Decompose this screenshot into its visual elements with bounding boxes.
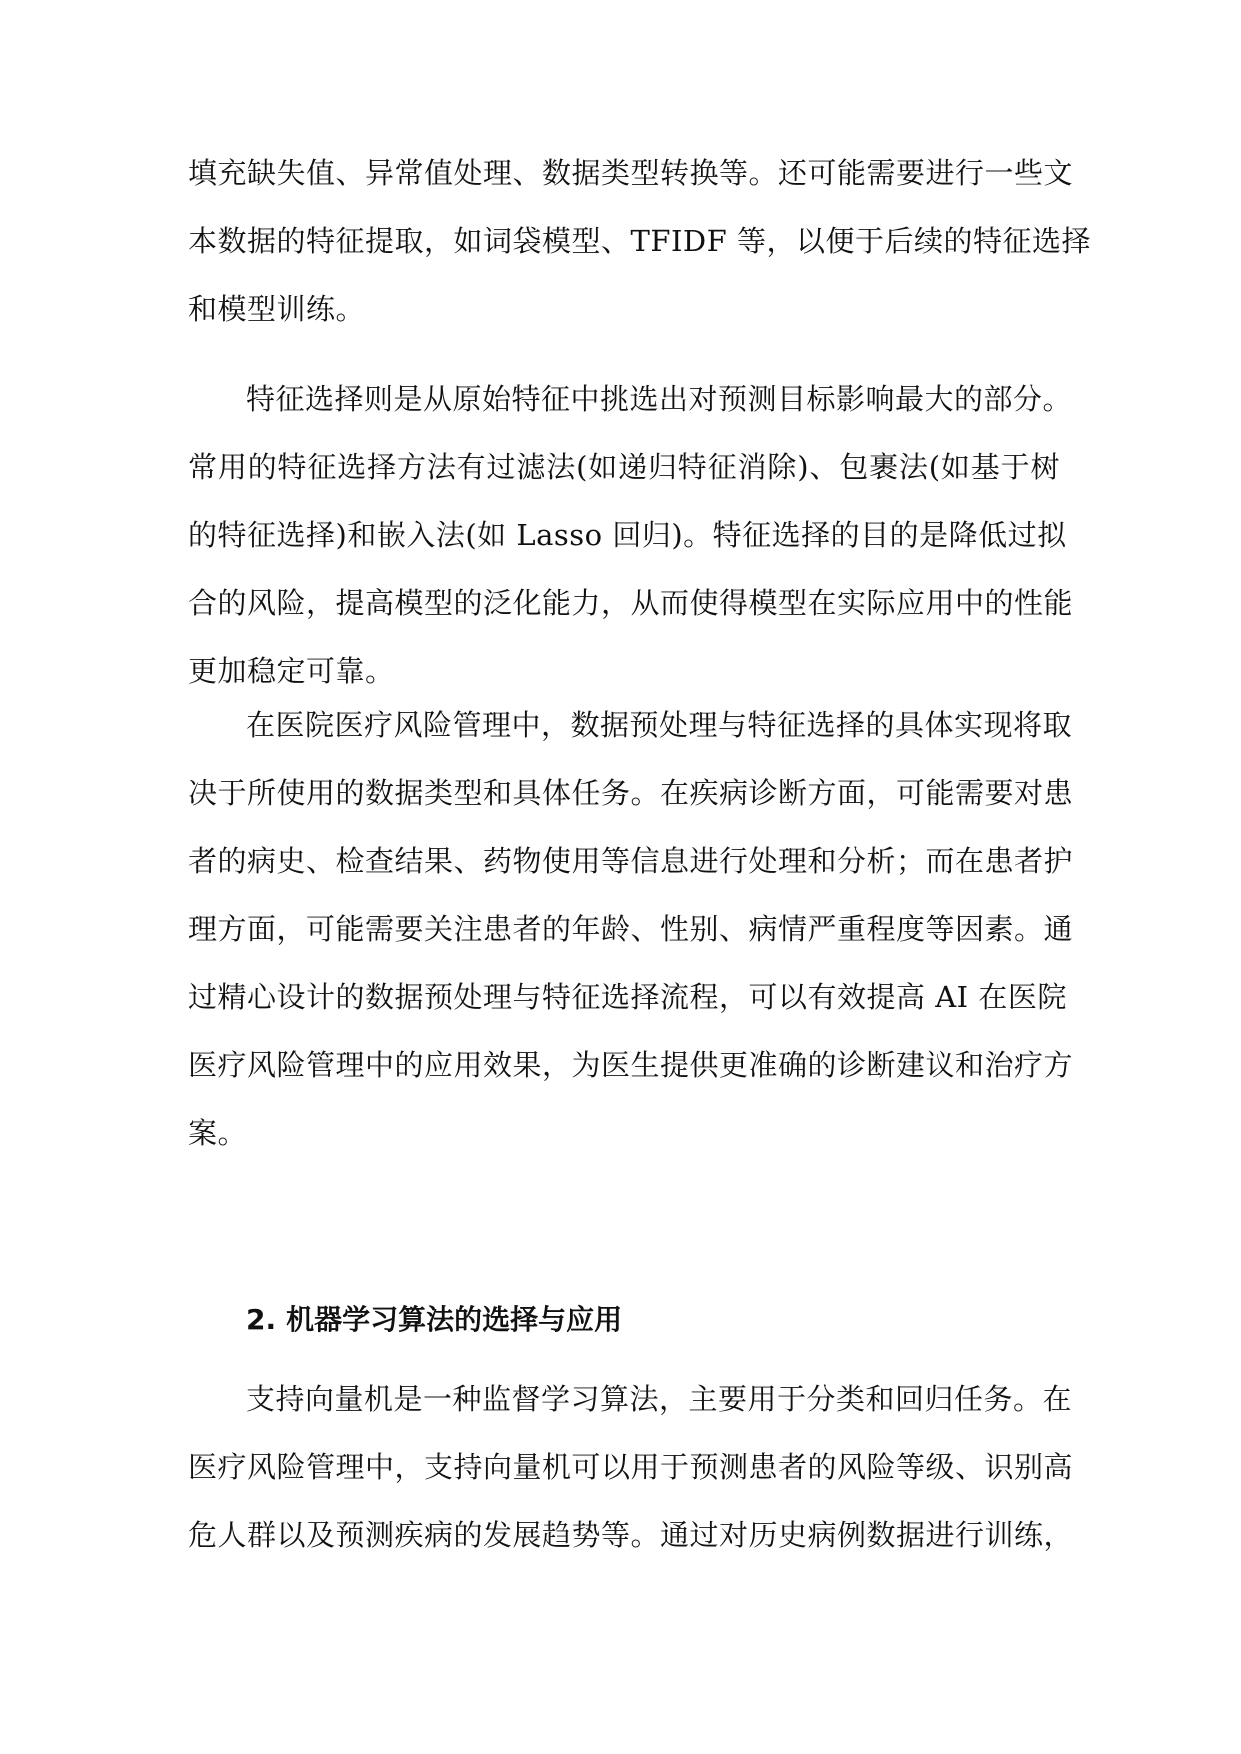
text-line: 支持向量机是一种监督学习算法，主要用于分类和回归任务。在 <box>246 1382 1073 1416</box>
text-line: 的特征选择)和嵌入法(如 Lasso 回归)。特征选择的目的是降低过拟 <box>188 518 1067 552</box>
text-line: 医疗风险管理中，支持向量机可以用于预测患者的风险等级、识别高 <box>188 1450 1074 1484</box>
section-number: 2. <box>246 1303 277 1336</box>
paragraph-hospital-risk-management <box>188 691 1074 1167</box>
section-title: 机器学习算法的选择与应用 <box>286 1303 623 1336</box>
text-line: 危人群以及预测疾病的发展趋势等。通过对历史病例数据进行训练， <box>188 1518 1074 1552</box>
text-line: 案。 <box>188 1116 248 1150</box>
text-line: 过精心设计的数据预处理与特征选择流程，可以有效提高 AI 在医院 <box>188 980 1067 1014</box>
text-line: 和模型训练。 <box>188 292 366 326</box>
text-line: 合的风险，提高模型的泛化能力，从而使得模型在实际应用中的性能 <box>188 586 1074 620</box>
text-line: 更加稳定可靠。 <box>188 654 395 688</box>
text-line: 在医院医疗风险管理中，数据预处理与特征选择的具体实现将取 <box>246 708 1073 742</box>
text-line: 理方面，可能需要关注患者的年龄、性别、病情严重程度等因素。通 <box>188 912 1074 946</box>
paragraph-svm <box>188 1365 1074 1569</box>
text-line: 医疗风险管理中的应用效果，为医生提供更准确的诊断建议和治疗方 <box>188 1048 1074 1082</box>
section-heading <box>246 1300 622 1340</box>
paragraph-preprocessing-continuation <box>188 139 1092 343</box>
text-line: 者的病史、检查结果、药物使用等信息进行处理和分析；而在患者护 <box>188 844 1074 878</box>
paragraph-feature-selection <box>188 365 1074 705</box>
text-line: 特征选择则是从原始特征中挑选出对预测目标影响最大的部分。 <box>246 382 1073 416</box>
text-line: 本数据的特征提取，如词袋模型、TFIDF 等，以便于后续的特征选择 <box>188 224 1092 258</box>
text-line: 决于所使用的数据类型和具体任务。在疾病诊断方面，可能需要对患 <box>188 776 1074 810</box>
text-line: 常用的特征选择方法有过滤法(如递归特征消除)、包裹法(如基于树 <box>188 450 1060 484</box>
text-line: 填充缺失值、异常值处理、数据类型转换等。还可能需要进行一些文 <box>188 156 1074 190</box>
